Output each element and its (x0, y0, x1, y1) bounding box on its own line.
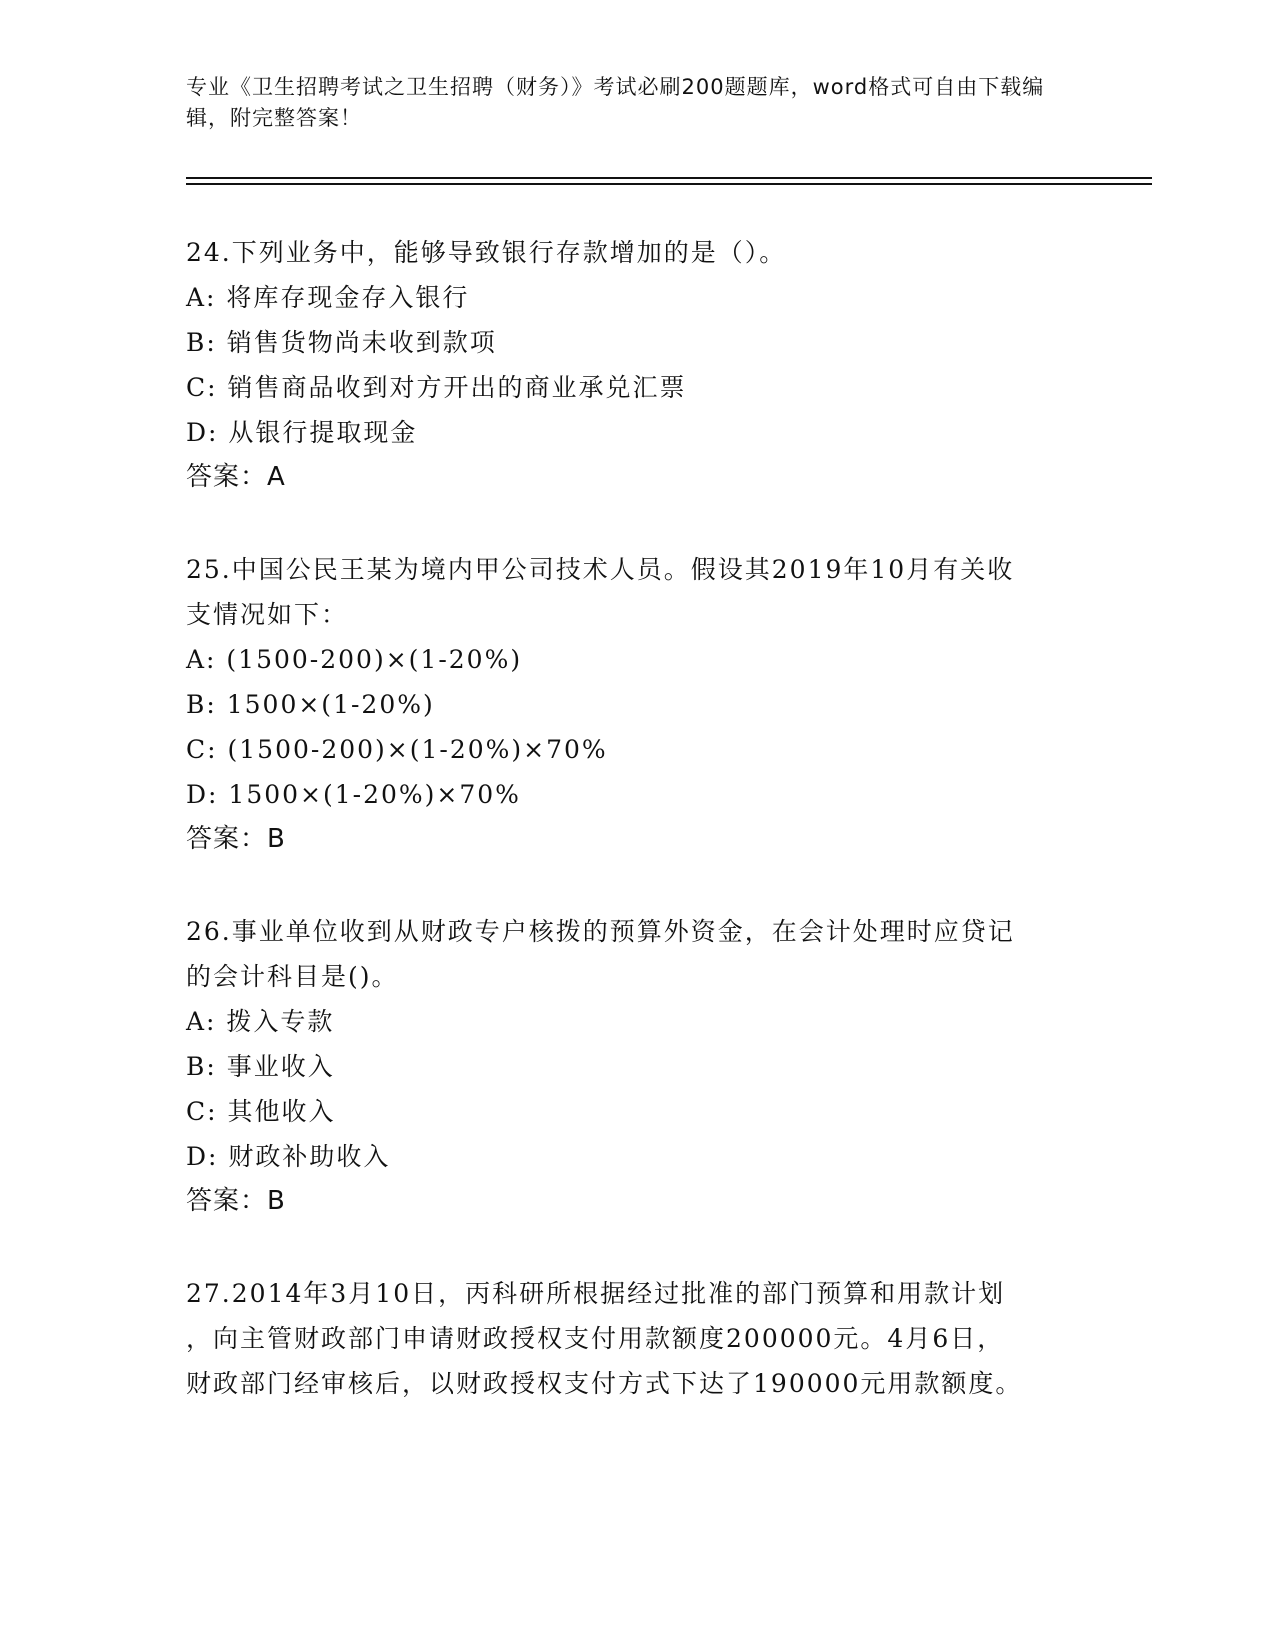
option-a: A: 拨入专款 (186, 1007, 335, 1036)
option-c: C: (1500-200)×(1-20%)×70% (186, 735, 608, 764)
option-b: B: 事业收入 (186, 1052, 335, 1081)
question-stem: 24.下列业务中，能够导致银行存款增加的是（）。 (186, 238, 787, 267)
option-b: B: 销售货物尚未收到款项 (186, 328, 497, 357)
question-25 (186, 547, 1086, 862)
option-d: D: 财政补助收入 (186, 1142, 391, 1171)
option-a: A: (1500-200)×(1-20%) (186, 645, 523, 674)
question-24 (186, 230, 1086, 500)
option-c: C: 其他收入 (186, 1097, 336, 1126)
answer-label: 答案：B (186, 1186, 286, 1216)
question-stem-continued: 财政部门经审核后，以财政授权支付方式下达了190000元用款额度。 (186, 1369, 1023, 1398)
option-a: A: 将库存现金存入银行 (186, 283, 470, 312)
answer-label: 答案：A (186, 462, 286, 492)
question-stem: 27.2014年3月10日，丙科研所根据经过批准的部门预算和用款计划 (186, 1279, 1006, 1308)
question-27 (186, 1271, 1086, 1406)
option-c: C: 销售商品收到对方开出的商业承兑汇票 (186, 373, 687, 402)
option-b: B: 1500×(1-20%) (186, 690, 435, 719)
question-stem: 25.中国公民王某为境内甲公司技术人员。假设其2019年10月有关收 (186, 555, 1015, 584)
question-stem-continued: ，向主管财政部门申请财政授权支付用款额度200000元。4月6日， (186, 1324, 1005, 1353)
option-d: D: 从银行提取现金 (186, 418, 418, 447)
question-stem-continued: 支情况如下： (186, 600, 349, 629)
option-d: D: 1500×(1-20%)×70% (186, 780, 521, 809)
header-divider-top (186, 177, 1152, 179)
question-stem: 26.事业单位收到从财政专户核拨的预算外资金，在会计处理时应贷记 (186, 917, 1015, 946)
question-list (186, 230, 1086, 1406)
question-stem-continued: 的会计科目是()。 (186, 962, 399, 991)
question-26 (186, 909, 1086, 1224)
header-divider-bottom (186, 183, 1152, 185)
answer-label: 答案：B (186, 824, 286, 854)
document-intro: 专业《卫生招聘考试之卫生招聘（财务）》考试必刷200题题库，word格式可自由下载编辑，附完整答案！ (186, 75, 1045, 130)
